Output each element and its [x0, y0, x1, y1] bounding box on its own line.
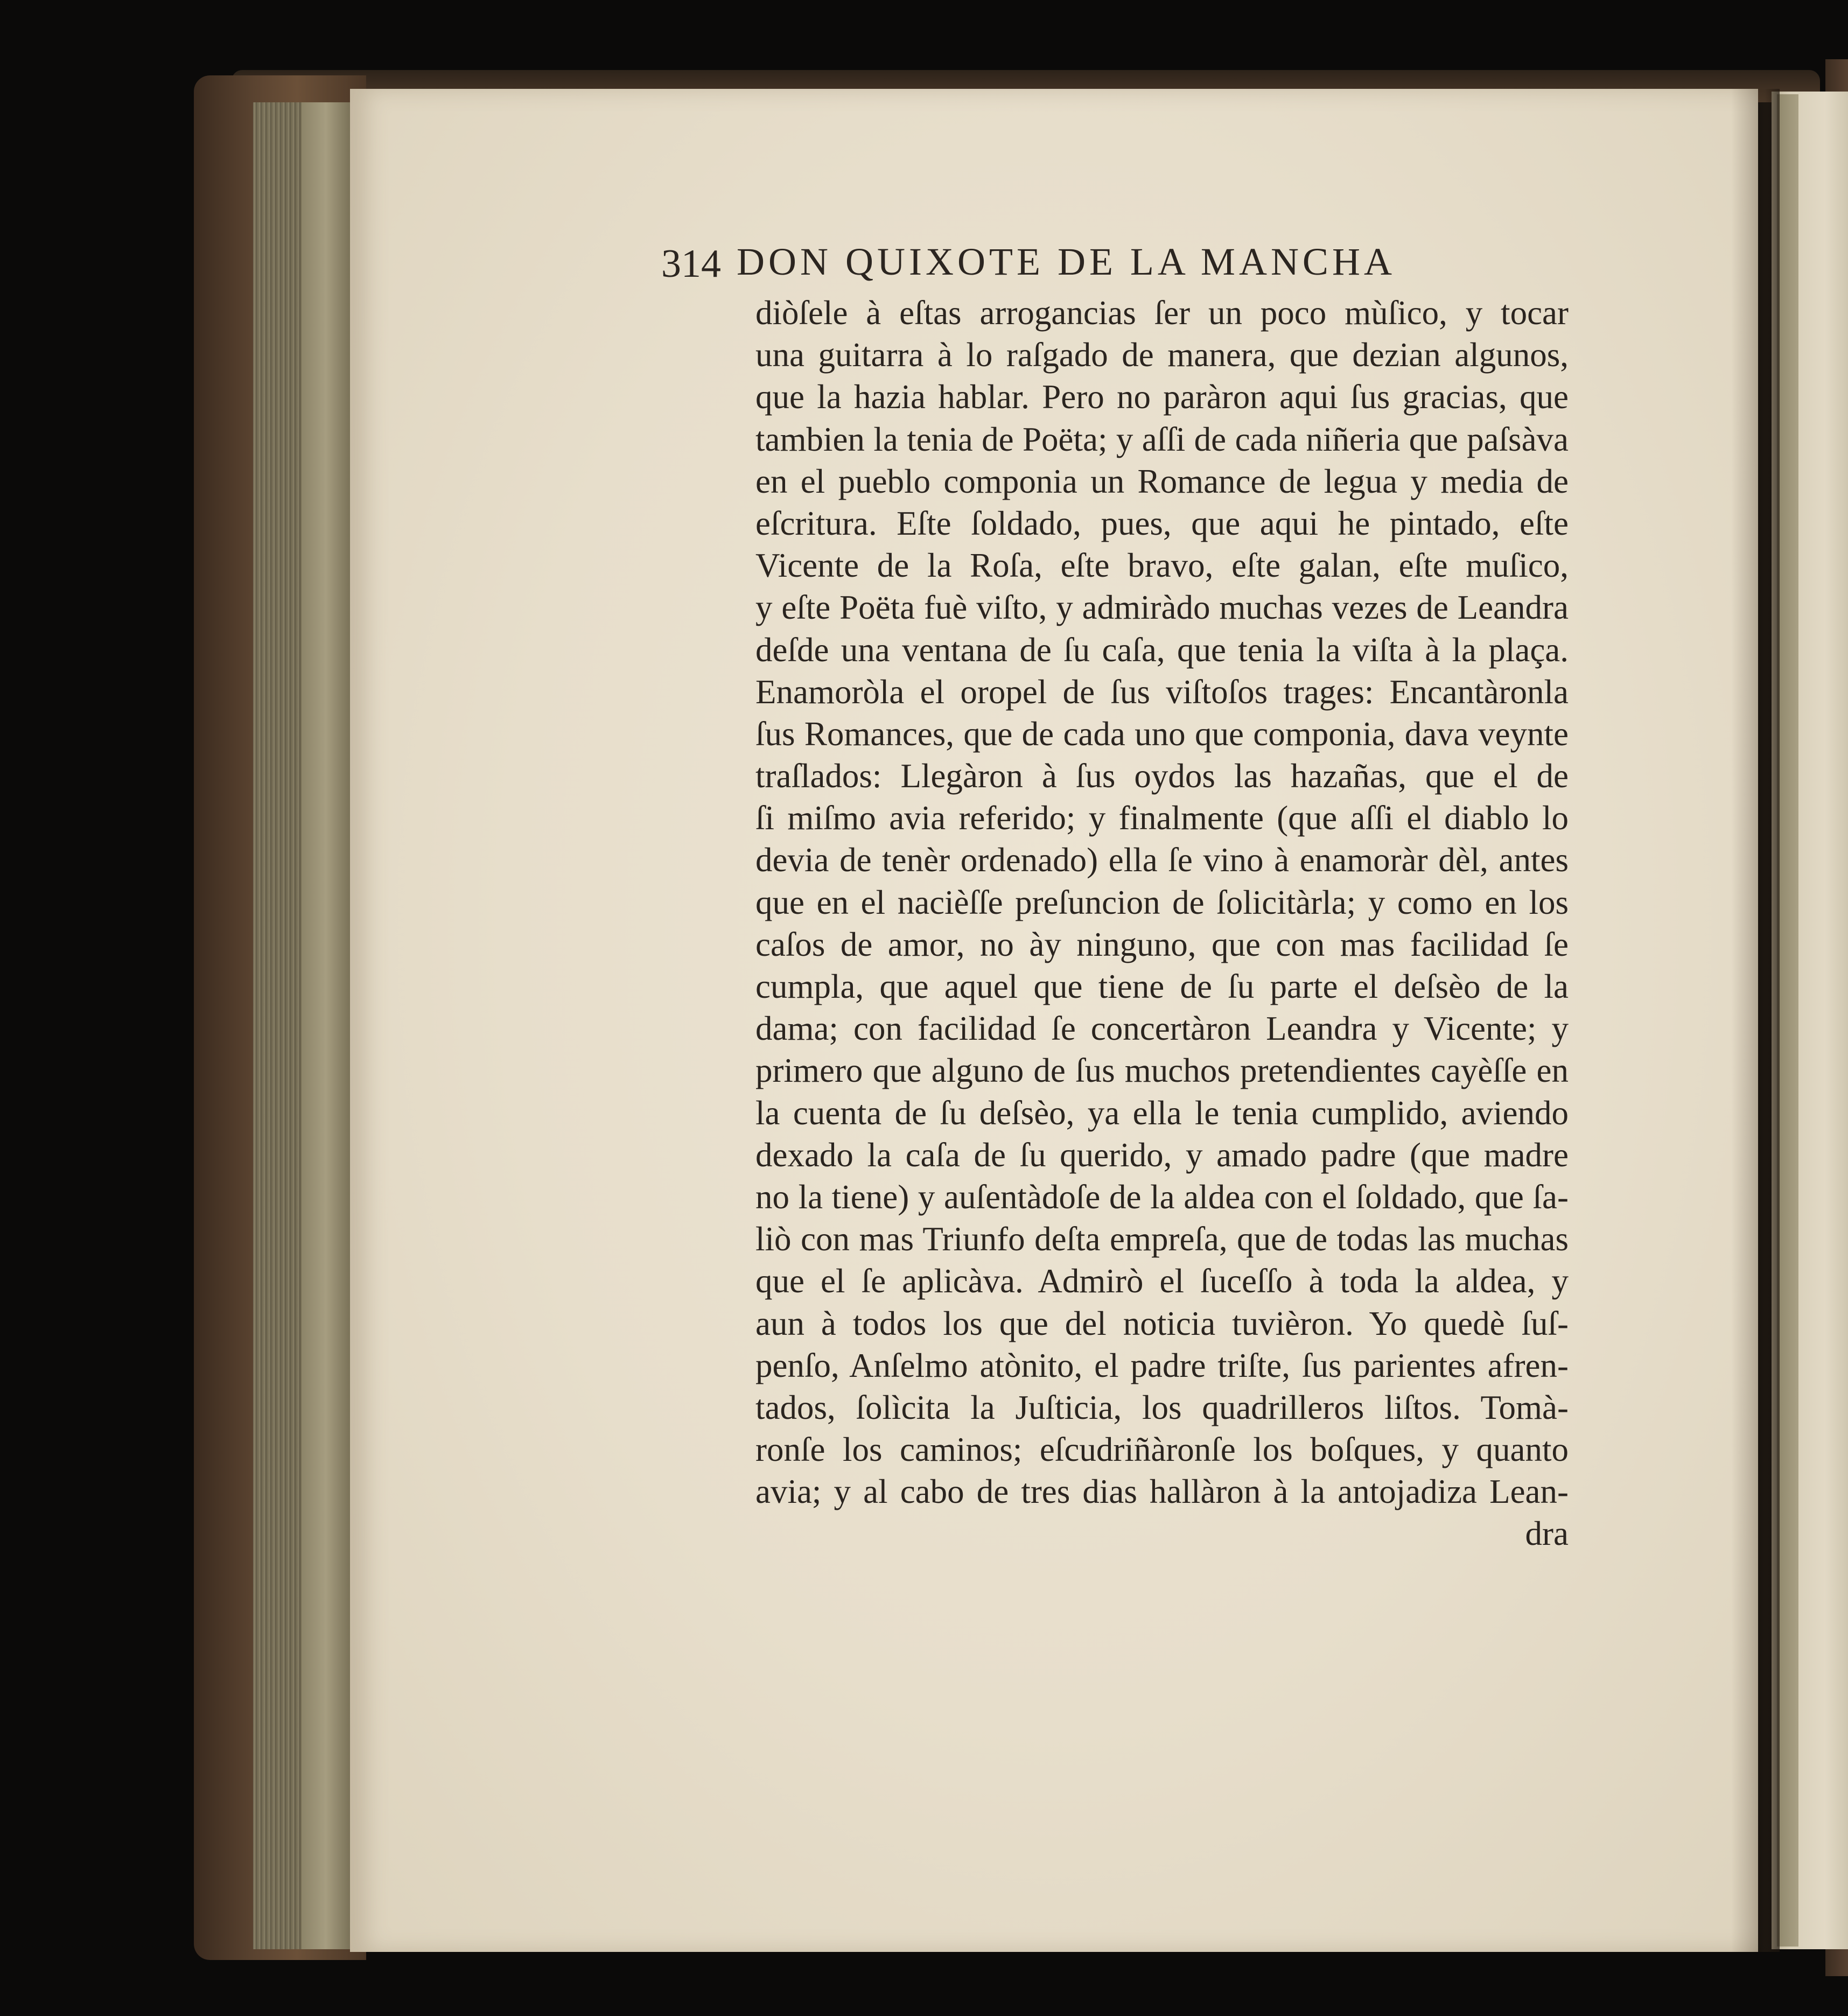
- text-line: ſus Romances, que de cada uno que componia, dava veynte: [755, 715, 1569, 753]
- page-number: 314: [661, 242, 721, 286]
- text-line: deſde una ventana de ſu caſa, que tenia la viſta à la plaça.: [755, 631, 1569, 669]
- text-line: aun à todos los que del noticia tuvièron. Yo quedè ſuſ-: [755, 1304, 1569, 1342]
- text-line: penſo, Anſelmo atònito, el padre triſte, ſus parientes afren-: [755, 1346, 1569, 1384]
- text-line: que la hazia hablar. Pero no paràron aqui ſus gracias, que: [755, 378, 1569, 416]
- text-line: traſlados: Llegàron à ſus oydos las hazañas, que el de: [755, 757, 1569, 795]
- body-text: [755, 292, 1569, 1555]
- text-line: avia; y al cabo de tres dias hallàron à la antojadiza Lean-: [755, 1473, 1569, 1511]
- gutter-shadow: [1731, 89, 1780, 1952]
- text-line: ſi miſmo avia referido; y finalmente (que aſſi el diablo lo: [755, 799, 1569, 837]
- text-line: cumpla, que aquel que tiene de ſu parte el deſsèo de la: [755, 968, 1569, 1005]
- text-line: tambien la tenia de Poëta; y aſſi de cada niñeria que paſsàva: [755, 420, 1569, 458]
- text-line: en el pueblo componia un Romance de legua y media de: [755, 462, 1569, 500]
- text-line: que el ſe aplicàva. Admirò el ſuceſſo à toda la aldea, y: [755, 1262, 1569, 1300]
- text-line: dama; con facilidad ſe concertàron Leandra y Vicente; y: [755, 1010, 1569, 1048]
- text-line: Enamoròla el oropel de ſus viſtoſos trages: Encantàronla: [755, 673, 1569, 711]
- text-line: que en el nacièſſe preſuncion de ſolicitàrla; y como en los: [755, 883, 1569, 921]
- text-line: devia de tenèr ordenado) ella ſe vino à enamoràr dèl, antes: [755, 841, 1569, 879]
- text-line: diòſele à eſtas arrogancias ſer un poco mùſico, y tocar: [755, 294, 1569, 332]
- text-line: y eſte Poëta fuè viſto, y admiràdo muchas vezes de Leandra: [755, 589, 1569, 627]
- catchword: dra: [1525, 1515, 1569, 1553]
- text-line: dexado la caſa de ſu querido, y amado padre (que madre: [755, 1136, 1569, 1174]
- text-line: ronſe los caminos; eſcudriñàronſe los boſques, y quanto: [755, 1431, 1569, 1469]
- text-line: eſcritura. Eſte ſoldado, pues, que aqui he pintado, eſte: [755, 504, 1569, 542]
- text-line: liò con mas Triunfo deſta empreſa, que de todas las muchas: [755, 1220, 1569, 1258]
- text-line: Vicente de la Roſa, eſte bravo, eſte galan, eſte muſico,: [755, 547, 1569, 585]
- facing-page-edge: [1777, 94, 1798, 1947]
- text-line: no la tiene) y auſentàdoſe de la aldea con el ſoldado, que ſa-: [755, 1178, 1569, 1216]
- running-head: [652, 240, 1481, 284]
- page-edges-left-inner: [302, 102, 350, 1949]
- running-head-text: DON QUIXOTE DE LA MANCHA: [737, 240, 1396, 283]
- text-line: tados, ſolìcita la Juſticia, los quadrilleros liſtos. Tomà-: [755, 1388, 1569, 1426]
- text-line: caſos de amor, no ày ninguno, que con mas facilidad ſe: [755, 925, 1569, 963]
- text-line: la cuenta de ſu deſsèo, ya ella le tenia cumplido, aviendo: [755, 1094, 1569, 1132]
- text-line: primero que alguno de ſus muchos pretendientes cayèſſe en: [755, 1052, 1569, 1090]
- text-line: una guitarra à lo raſgado de manera, que dezian algunos,: [755, 336, 1569, 374]
